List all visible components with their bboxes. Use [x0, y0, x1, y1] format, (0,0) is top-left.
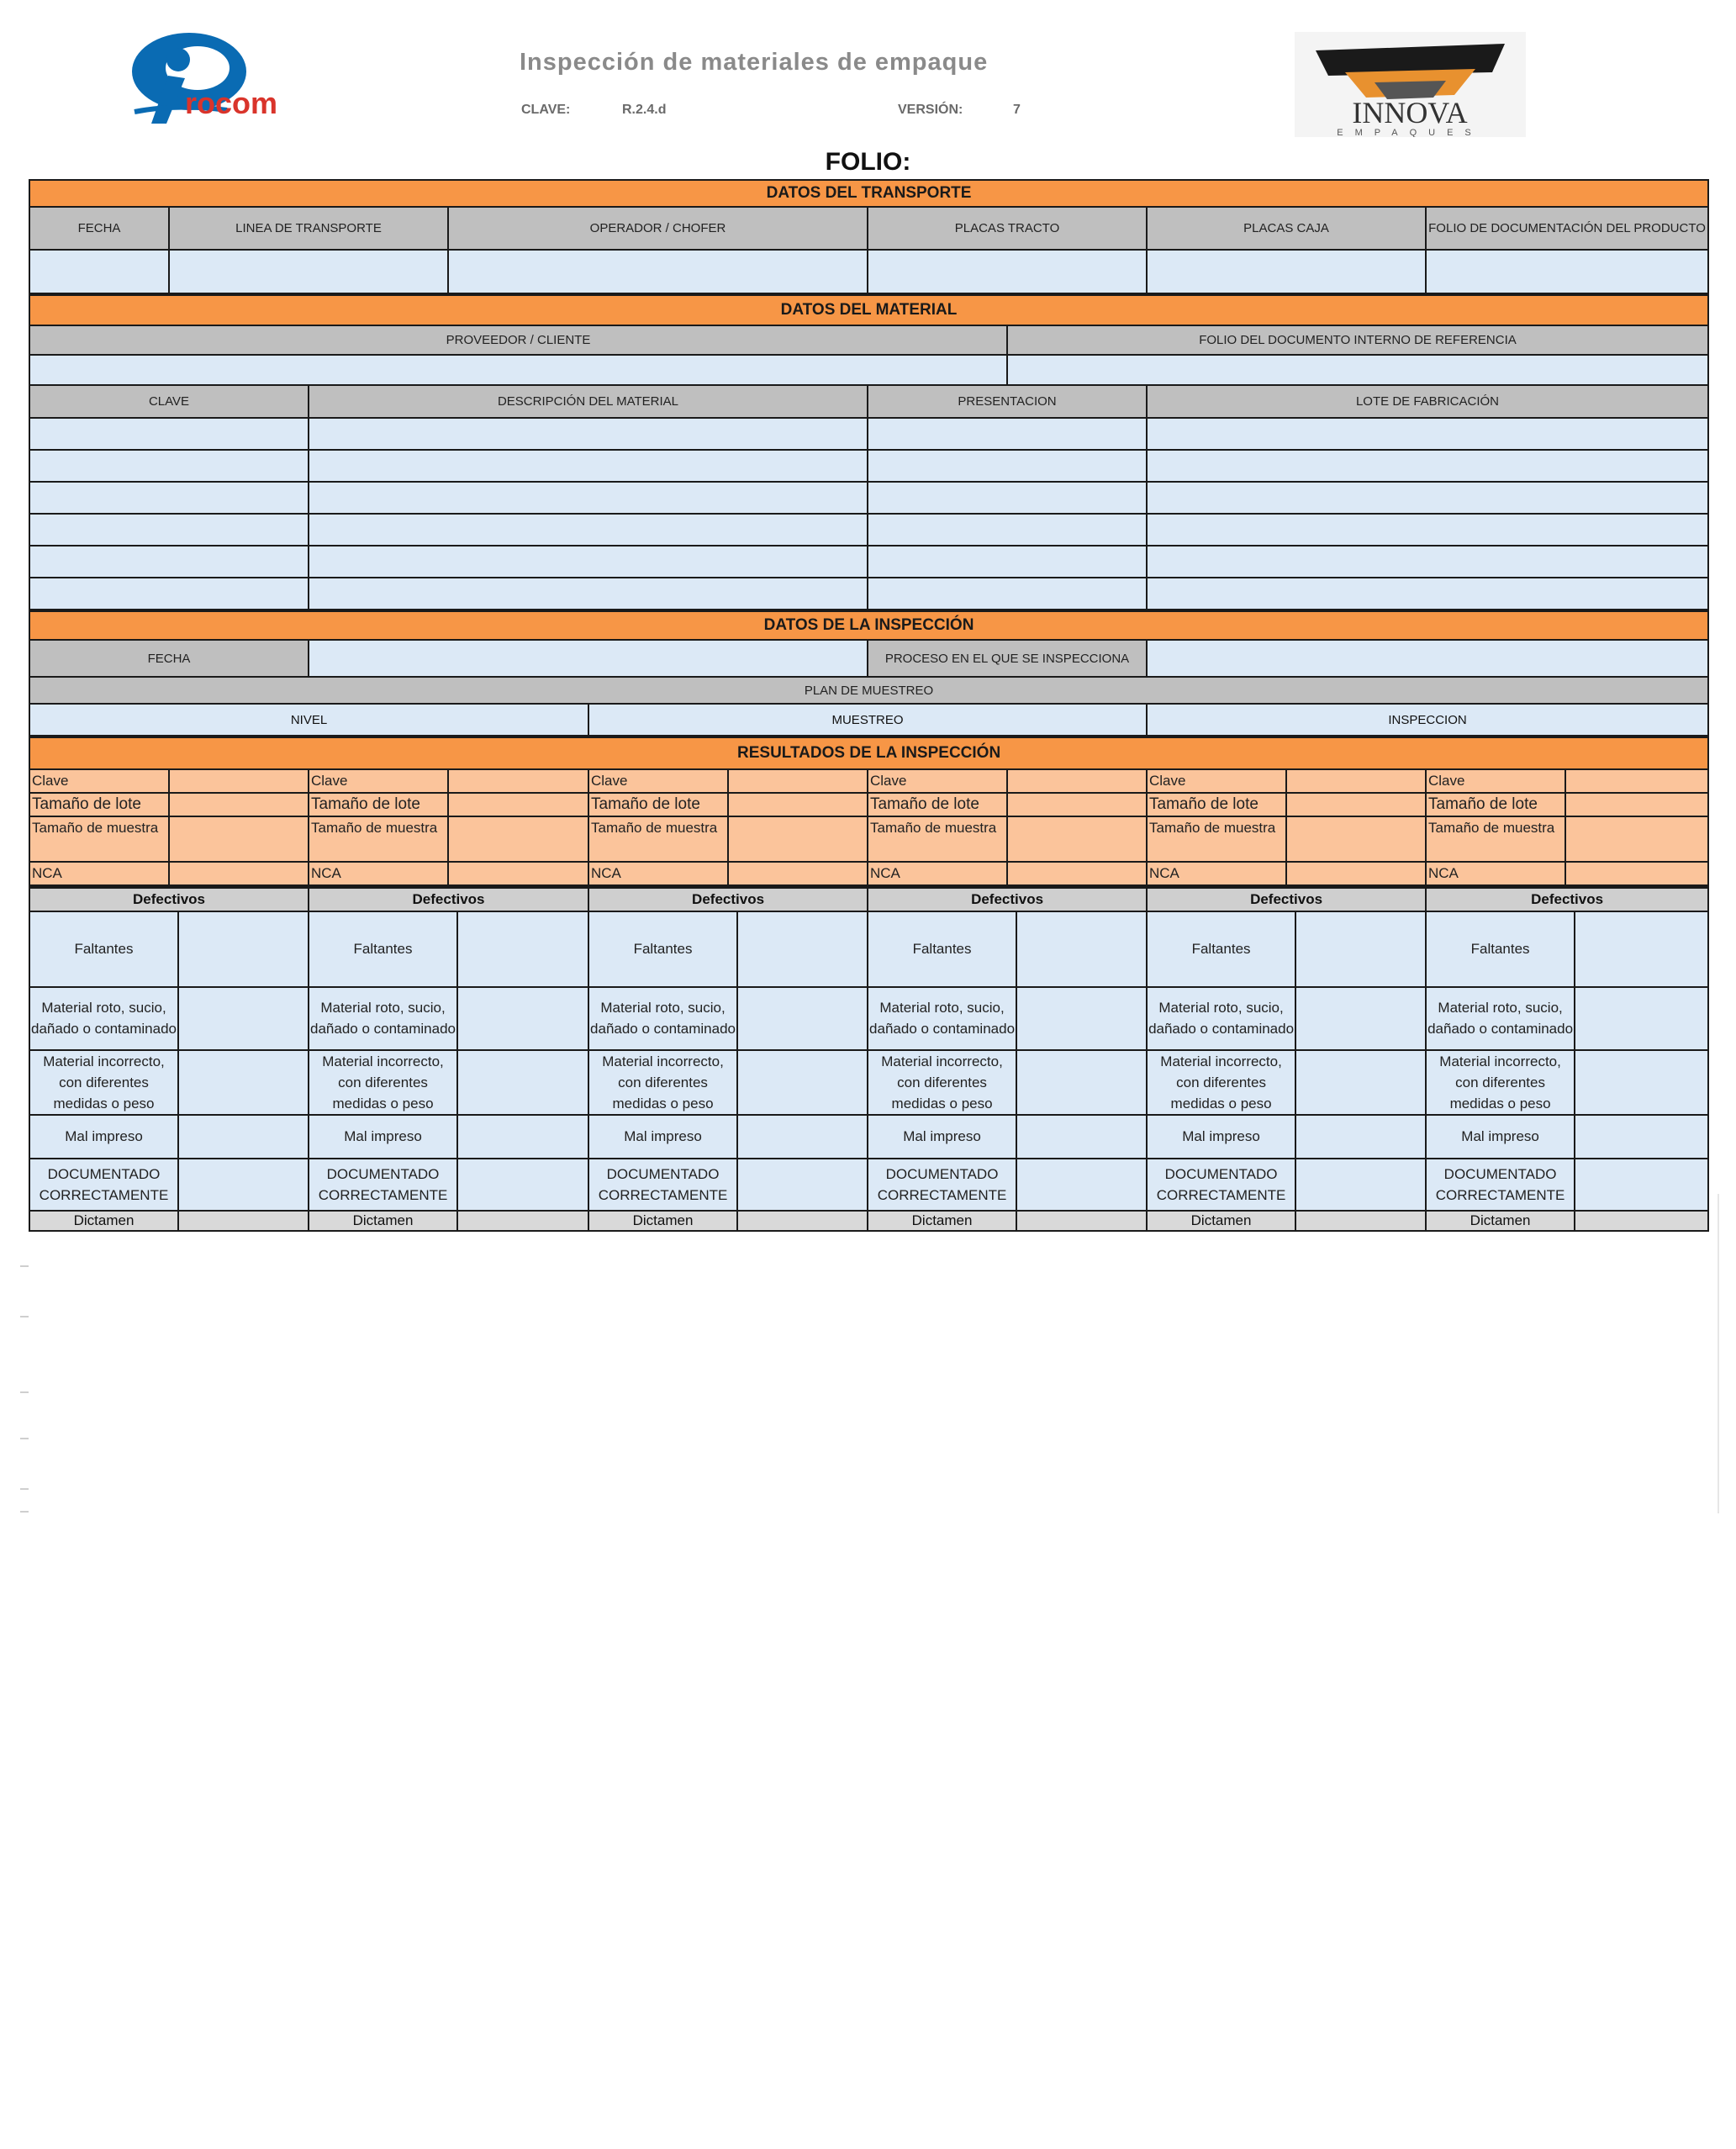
plan-muestreo-label: PLAN DE MUESTREO	[29, 677, 1708, 704]
version-value: 7	[1013, 103, 1021, 117]
material-presentacion-cell[interactable]	[868, 578, 1147, 610]
inspection-fecha-field[interactable]	[309, 640, 868, 677]
material-lote-cell[interactable]	[1147, 450, 1708, 482]
tamano-muestra-cell[interactable]	[448, 816, 588, 862]
tamano-lote-label: Tamaño de lote	[868, 793, 1007, 816]
tamano-muestra-cell[interactable]	[169, 816, 309, 862]
material-descripcion-cell[interactable]	[309, 514, 868, 546]
tamano-muestra-cell[interactable]	[1007, 816, 1147, 862]
nca-cell[interactable]	[448, 862, 588, 885]
mal-impreso-cell[interactable]	[1575, 1115, 1708, 1159]
clave-label: Clave	[1147, 769, 1286, 793]
col-descripcion: DESCRIPCIÓN DEL MATERIAL	[309, 385, 868, 418]
material-clave-cell[interactable]	[29, 482, 309, 514]
documentado-cell[interactable]	[1575, 1159, 1708, 1211]
material-incorrecto-label: Material incorrecto, con diferentes medidas o peso	[1426, 1050, 1575, 1115]
material-table	[29, 294, 1709, 610]
material-roto-cell[interactable]	[457, 987, 588, 1050]
material-incorrecto-cell[interactable]	[1016, 1050, 1147, 1115]
transport-table	[29, 179, 1709, 294]
material-presentacion-cell[interactable]	[868, 418, 1147, 450]
nca-cell[interactable]	[1286, 862, 1426, 885]
tamano-lote-cell[interactable]	[1565, 793, 1708, 816]
faltantes-cell[interactable]	[737, 911, 868, 987]
proveedor-label: PROVEEDOR / CLIENTE	[29, 325, 1007, 355]
documentado-cell[interactable]	[1016, 1159, 1147, 1211]
nca-label: NCA	[29, 862, 169, 885]
material-incorrecto-label: Material incorrecto, con diferentes medidas o peso	[309, 1050, 457, 1115]
defects-table	[29, 886, 1709, 1232]
proceso-label: PROCESO EN EL QUE SE INSPECCIONA	[868, 640, 1147, 677]
faltantes-label: Faltantes	[309, 911, 457, 987]
material-lote-cell[interactable]	[1147, 418, 1708, 450]
material-incorrecto-cell[interactable]	[1575, 1050, 1708, 1115]
nca-cell[interactable]	[728, 862, 868, 885]
mal-impreso-cell[interactable]	[178, 1115, 309, 1159]
defectivos-header: Defectivos	[868, 888, 1147, 911]
clave-value-cell[interactable]	[728, 769, 868, 793]
material-incorrecto-cell[interactable]	[457, 1050, 588, 1115]
svg-text:INNOVA: INNOVA	[1352, 96, 1468, 129]
clave-value-cell[interactable]	[1007, 769, 1147, 793]
dictamen-label: Dictamen	[1147, 1211, 1295, 1231]
dictamen-cell[interactable]	[457, 1211, 588, 1231]
results-section-title: RESULTADOS DE LA INSPECCIÓN	[29, 737, 1708, 769]
clave-label: Clave	[588, 769, 728, 793]
clave-label: Clave	[309, 769, 448, 793]
defectivos-header: Defectivos	[29, 888, 309, 911]
material-roto-cell[interactable]	[1016, 987, 1147, 1050]
material-incorrecto-label: Material incorrecto, con diferentes medidas o peso	[1147, 1050, 1295, 1115]
faltantes-label: Faltantes	[868, 911, 1016, 987]
nca-label: NCA	[868, 862, 1007, 885]
clave-value-cell[interactable]	[448, 769, 588, 793]
dictamen-label: Dictamen	[29, 1211, 178, 1231]
dictamen-cell[interactable]	[178, 1211, 309, 1231]
inspection-section-title: DATOS DE LA INSPECCIÓN	[29, 611, 1708, 640]
scan-artifact	[20, 1316, 29, 1317]
col-fecha: FECHA	[29, 207, 169, 250]
mal-impreso-label: Mal impreso	[588, 1115, 737, 1159]
nca-cell[interactable]	[1565, 862, 1708, 885]
material-descripcion-cell[interactable]	[309, 482, 868, 514]
col-lote-fabricacion: LOTE DE FABRICACIÓN	[1147, 385, 1708, 418]
fecha-field[interactable]	[29, 250, 169, 293]
tamano-lote-label: Tamaño de lote	[588, 793, 728, 816]
material-roto-label: Material roto, sucio, dañado o contaminado	[309, 987, 457, 1050]
mal-impreso-label: Mal impreso	[309, 1115, 457, 1159]
scan-artifact	[20, 1438, 29, 1439]
dictamen-cell[interactable]	[1016, 1211, 1147, 1231]
tamano-lote-cell[interactable]	[448, 793, 588, 816]
scan-artifact	[1718, 1194, 1719, 1513]
col-placas-caja: PLACAS CAJA	[1147, 207, 1426, 250]
material-presentacion-cell[interactable]	[868, 450, 1147, 482]
nca-label: NCA	[588, 862, 728, 885]
folio-ref-field[interactable]	[1007, 355, 1708, 385]
material-incorrecto-cell[interactable]	[1295, 1050, 1426, 1115]
tamano-lote-cell[interactable]	[1007, 793, 1147, 816]
material-lote-cell[interactable]	[1147, 482, 1708, 514]
defectivos-header: Defectivos	[1147, 888, 1426, 911]
material-presentacion-cell[interactable]	[868, 482, 1147, 514]
documentado-cell[interactable]	[737, 1159, 868, 1211]
dictamen-cell[interactable]	[1295, 1211, 1426, 1231]
material-section-title: DATOS DEL MATERIAL	[29, 295, 1708, 325]
scan-artifact	[20, 1265, 29, 1267]
col-folio-documentacion: FOLIO DE DOCUMENTACIÓN DEL PRODUCTO	[1426, 207, 1708, 250]
material-roto-label: Material roto, sucio, dañado o contaminado	[588, 987, 737, 1050]
tamano-lote-label: Tamaño de lote	[309, 793, 448, 816]
muestreo-label: MUESTREO	[588, 704, 1147, 736]
tamano-lote-label: Tamaño de lote	[1426, 793, 1565, 816]
faltantes-cell[interactable]	[457, 911, 588, 987]
tamano-lote-cell[interactable]	[1286, 793, 1426, 816]
nca-cell[interactable]	[1007, 862, 1147, 885]
clave-label: CLAVE:	[521, 103, 571, 117]
documentado-label: DOCUMENTADO CORRECTAMENTE	[1147, 1159, 1295, 1211]
innova-logo	[1295, 32, 1526, 137]
clave-value-cell[interactable]	[169, 769, 309, 793]
material-clave-cell[interactable]	[29, 450, 309, 482]
material-clave-cell[interactable]	[29, 514, 309, 546]
col-presentacion: PRESENTACION	[868, 385, 1147, 418]
tamano-muestra-label: Tamaño de muestra	[1147, 816, 1286, 862]
transport-section-title: DATOS DEL TRANSPORTE	[29, 180, 1708, 207]
mal-impreso-label: Mal impreso	[29, 1115, 178, 1159]
dictamen-label: Dictamen	[588, 1211, 737, 1231]
clave-label: Clave	[868, 769, 1007, 793]
defectivos-header: Defectivos	[309, 888, 588, 911]
dictamen-label: Dictamen	[868, 1211, 1016, 1231]
material-descripcion-cell[interactable]	[309, 450, 868, 482]
material-incorrecto-cell[interactable]	[178, 1050, 309, 1115]
faltantes-cell[interactable]	[1016, 911, 1147, 987]
folio-ref-label: FOLIO DEL DOCUMENTO INTERNO DE REFERENCIA	[1007, 325, 1708, 355]
tamano-lote-cell[interactable]	[169, 793, 309, 816]
material-roto-cell[interactable]	[1575, 987, 1708, 1050]
mal-impreso-cell[interactable]	[737, 1115, 868, 1159]
clave-value: R.2.4.d	[622, 103, 667, 117]
clave-value-cell[interactable]	[1565, 769, 1708, 793]
faltantes-cell[interactable]	[1575, 911, 1708, 987]
documentado-label: DOCUMENTADO CORRECTAMENTE	[868, 1159, 1016, 1211]
material-incorrecto-label: Material incorrecto, con diferentes medidas o peso	[588, 1050, 737, 1115]
results-row-tamano-muestra	[29, 816, 1708, 862]
material-incorrecto-label: Material incorrecto, con diferentes medidas o peso	[868, 1050, 1016, 1115]
documentado-label: DOCUMENTADO CORRECTAMENTE	[588, 1159, 737, 1211]
material-roto-label: Material roto, sucio, dañado o contaminado	[29, 987, 178, 1050]
clave-label: Clave	[1426, 769, 1565, 793]
nca-label: NCA	[309, 862, 448, 885]
scan-artifact	[20, 1391, 29, 1393]
material-clave-cell[interactable]	[29, 418, 309, 450]
inspeccion-label: INSPECCION	[1147, 704, 1708, 736]
nca-label: NCA	[1147, 862, 1286, 885]
col-linea-transporte: LINEA DE TRANSPORTE	[169, 207, 448, 250]
tamano-muestra-label: Tamaño de muestra	[29, 816, 169, 862]
tamano-muestra-label: Tamaño de muestra	[588, 816, 728, 862]
material-descripcion-cell[interactable]	[309, 578, 868, 610]
results-row-nca	[29, 862, 1708, 885]
linea-transporte-field[interactable]	[169, 250, 448, 293]
material-descripcion-cell[interactable]	[309, 418, 868, 450]
nca-cell[interactable]	[169, 862, 309, 885]
results-row-clave	[29, 769, 1708, 793]
material-clave-cell[interactable]	[29, 546, 309, 578]
material-roto-label: Material roto, sucio, dañado o contaminado	[868, 987, 1016, 1050]
folio-documentacion-field[interactable]	[1426, 250, 1708, 293]
material-incorrecto-cell[interactable]	[737, 1050, 868, 1115]
clave-label: Clave	[29, 769, 169, 793]
dictamen-cell[interactable]	[1575, 1211, 1708, 1231]
material-roto-label: Material roto, sucio, dañado o contaminado	[1426, 987, 1575, 1050]
material-lote-cell[interactable]	[1147, 514, 1708, 546]
faltantes-cell[interactable]	[1295, 911, 1426, 987]
material-presentacion-cell[interactable]	[868, 514, 1147, 546]
tamano-lote-label: Tamaño de lote	[29, 793, 169, 816]
tamano-muestra-label: Tamaño de muestra	[1426, 816, 1565, 862]
col-placas-tracto: PLACAS TRACTO	[868, 207, 1147, 250]
tamano-muestra-label: Tamaño de muestra	[868, 816, 1007, 862]
procom-logo	[126, 29, 336, 130]
proveedor-field[interactable]	[29, 355, 1007, 385]
material-roto-label: Material roto, sucio, dañado o contaminado	[1147, 987, 1295, 1050]
documentado-label: DOCUMENTADO CORRECTAMENTE	[29, 1159, 178, 1211]
tamano-muestra-label: Tamaño de muestra	[309, 816, 448, 862]
inspection-data-table	[29, 610, 1709, 737]
tamano-muestra-cell[interactable]	[1565, 816, 1708, 862]
inspection-fecha-label: FECHA	[29, 640, 309, 677]
documentado-cell[interactable]	[1295, 1159, 1426, 1211]
material-lote-cell[interactable]	[1147, 546, 1708, 578]
documentado-cell[interactable]	[457, 1159, 588, 1211]
folio-label: FOLIO:	[825, 148, 911, 176]
documentado-label: DOCUMENTADO CORRECTAMENTE	[309, 1159, 457, 1211]
mal-impreso-cell[interactable]	[1295, 1115, 1426, 1159]
nca-label: NCA	[1426, 862, 1565, 885]
documentado-label: DOCUMENTADO CORRECTAMENTE	[1426, 1159, 1575, 1211]
material-descripcion-cell[interactable]	[309, 546, 868, 578]
results-table	[29, 737, 1709, 886]
proceso-field[interactable]	[1147, 640, 1708, 677]
faltantes-label: Faltantes	[1426, 911, 1575, 987]
material-presentacion-cell[interactable]	[868, 546, 1147, 578]
svg-text:EMPAQUES: EMPAQUES	[1337, 128, 1483, 137]
operador-field[interactable]	[448, 250, 868, 293]
dictamen-cell[interactable]	[737, 1211, 868, 1231]
document-header	[0, 0, 1736, 176]
material-lote-cell[interactable]	[1147, 578, 1708, 610]
clave-value-cell[interactable]	[1286, 769, 1426, 793]
svg-text:rocom: rocom	[185, 86, 278, 120]
nivel-label: NIVEL	[29, 704, 588, 736]
mal-impreso-label: Mal impreso	[1426, 1115, 1575, 1159]
document-title: Inspección de materiales de empaque	[520, 49, 989, 76]
scan-artifact	[20, 1511, 29, 1513]
material-roto-cell[interactable]	[178, 987, 309, 1050]
scan-artifact	[20, 1488, 29, 1490]
dictamen-label: Dictamen	[309, 1211, 457, 1231]
mal-impreso-cell[interactable]	[1016, 1115, 1147, 1159]
mal-impreso-label: Mal impreso	[868, 1115, 1016, 1159]
placas-tracto-field[interactable]	[868, 250, 1147, 293]
mal-impreso-cell[interactable]	[457, 1115, 588, 1159]
tamano-muestra-cell[interactable]	[728, 816, 868, 862]
col-clave: CLAVE	[29, 385, 309, 418]
dictamen-label: Dictamen	[1426, 1211, 1575, 1231]
results-row-tamano-lote	[29, 793, 1708, 816]
inspection-form	[29, 179, 1707, 1232]
defectivos-header: Defectivos	[588, 888, 868, 911]
tamano-lote-label: Tamaño de lote	[1147, 793, 1286, 816]
documentado-cell[interactable]	[178, 1159, 309, 1211]
version-label: VERSIÓN:	[898, 103, 963, 117]
defectivos-header: Defectivos	[1426, 888, 1708, 911]
tamano-lote-cell[interactable]	[728, 793, 868, 816]
tamano-muestra-cell[interactable]	[1286, 816, 1426, 862]
material-clave-cell[interactable]	[29, 578, 309, 610]
faltantes-label: Faltantes	[1147, 911, 1295, 987]
material-incorrecto-label: Material incorrecto, con diferentes medidas o peso	[29, 1050, 178, 1115]
material-roto-cell[interactable]	[1295, 987, 1426, 1050]
material-roto-cell[interactable]	[737, 987, 868, 1050]
placas-caja-field[interactable]	[1147, 250, 1426, 293]
mal-impreso-label: Mal impreso	[1147, 1115, 1295, 1159]
col-operador: OPERADOR / CHOFER	[448, 207, 868, 250]
faltantes-label: Faltantes	[588, 911, 737, 987]
faltantes-cell[interactable]	[178, 911, 309, 987]
faltantes-label: Faltantes	[29, 911, 178, 987]
